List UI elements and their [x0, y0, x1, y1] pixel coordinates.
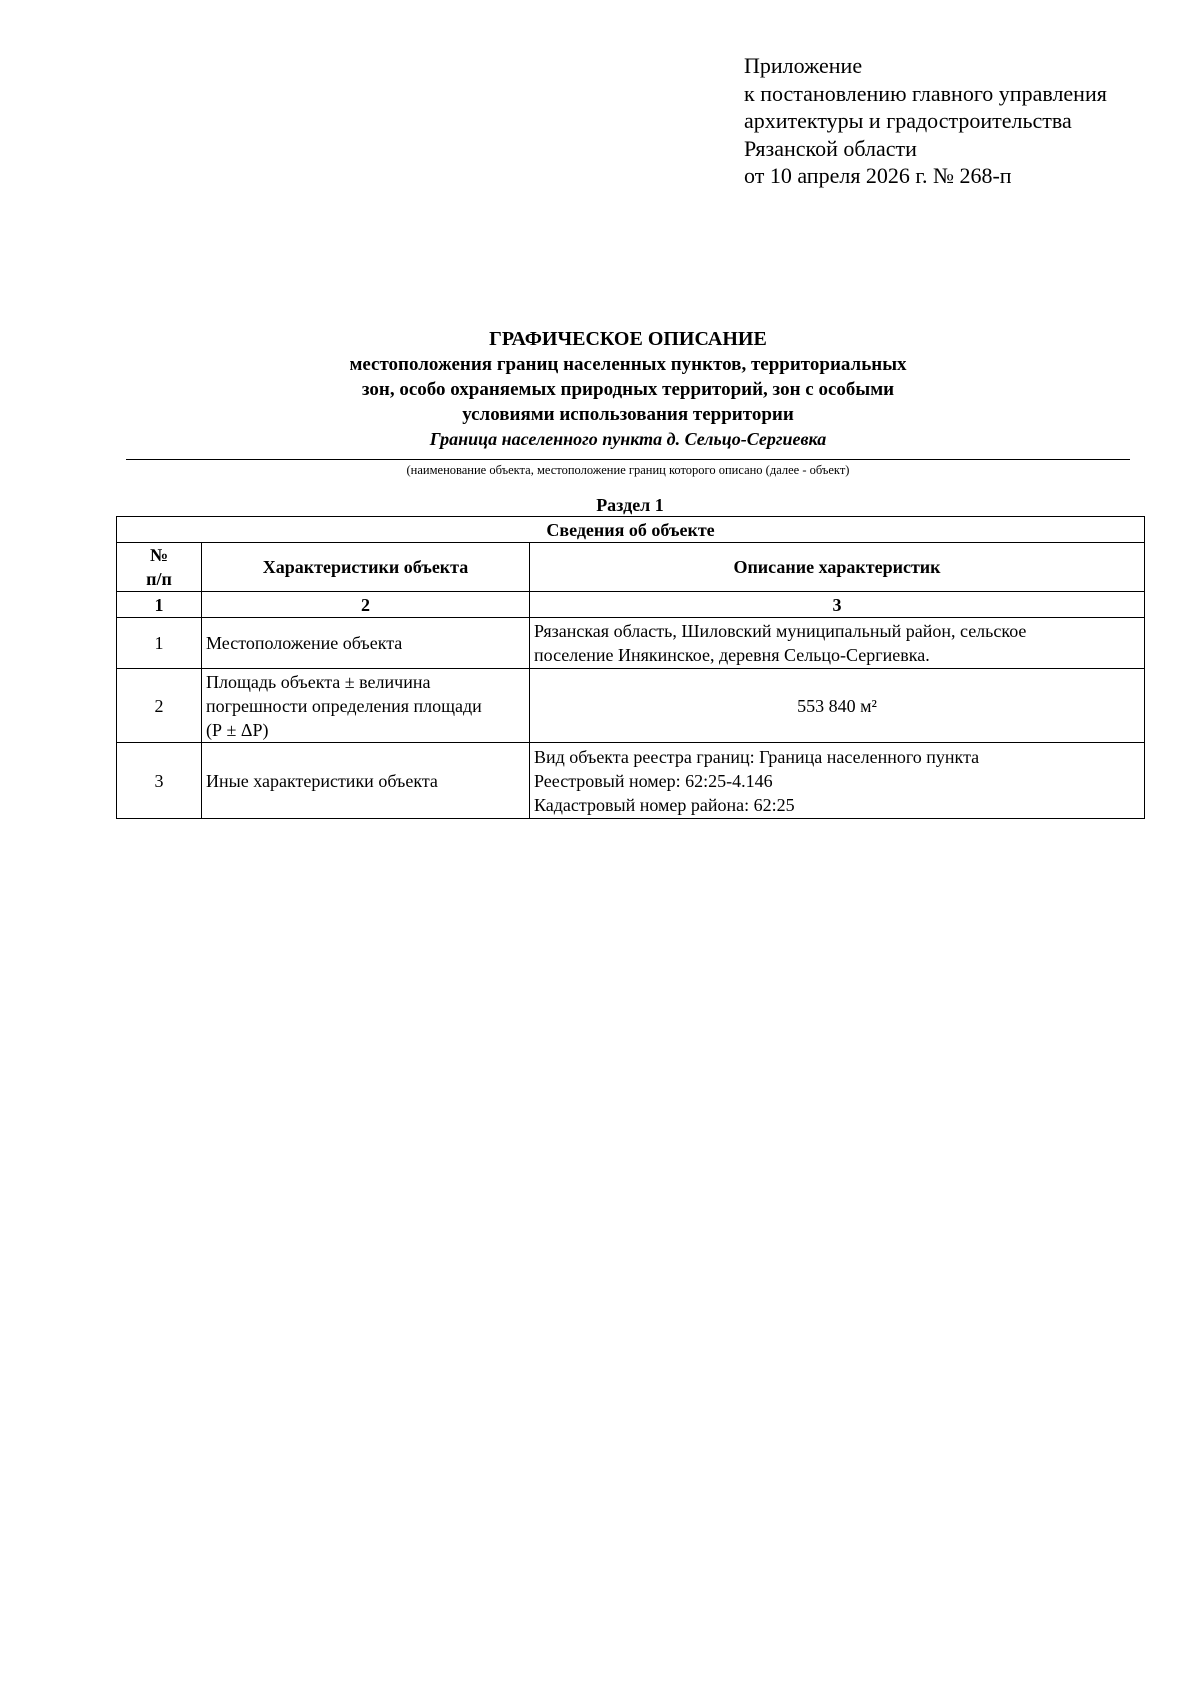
row-description-line: Вид объекта реестра границ: Граница населенного пункта: [534, 746, 980, 767]
appendix-line: к постановлению главного управления: [744, 80, 1107, 106]
document-title-block: [126, 326, 1130, 451]
table-row: [117, 618, 1145, 669]
header-characteristic: Характеристики объекта: [202, 543, 530, 592]
table-row: [117, 669, 1145, 743]
row-description-line: Кадастровый номер района: 62:25: [534, 794, 795, 815]
row-description-line: Реестровый номер: 62:25-4.146: [534, 770, 773, 791]
object-info-table: [116, 516, 1145, 819]
appendix-header: [744, 52, 1107, 190]
section-title: Раздел 1: [596, 495, 664, 515]
table-title-row: [117, 517, 1145, 543]
row-description: [530, 669, 1145, 743]
document-subtitle-line: местоположения границ населенных пунктов, территориальных: [349, 354, 907, 375]
row-characteristic-line: Площадь объекта ± величина: [206, 671, 431, 692]
row-characteristic: [202, 669, 530, 743]
row-number: 3: [117, 743, 202, 819]
row-characteristic-line: Иные характеристики объекта: [206, 770, 438, 791]
object-name-caption: (наименование объекта, местоположение границ которого описано (далее - объект): [406, 463, 850, 477]
object-name-underline: [126, 459, 1130, 460]
row-description-line: Рязанская область, Шиловский муниципальный район, сельское: [534, 621, 1027, 641]
table-row: [117, 743, 1145, 819]
table-title: Сведения об объекте: [117, 517, 1145, 543]
document-subtitle-line: условиями использования территории: [462, 404, 794, 425]
column-number: 2: [202, 592, 530, 618]
object-name: Граница населенного пункта д. Сельцо-Сергиевка: [429, 429, 827, 449]
appendix-date-number: от 10 апреля 2026 г. № 268-п: [744, 163, 1012, 188]
row-characteristic-line: погрешности определения площади: [206, 695, 482, 716]
document-title: ГРАФИЧЕСКОЕ ОПИСАНИЕ: [489, 328, 767, 350]
appendix-line: Приложение: [744, 53, 863, 78]
column-number-row: [117, 592, 1145, 618]
row-number: 1: [117, 618, 202, 669]
column-number: 3: [530, 592, 1145, 618]
header-num-line1: №: [149, 545, 169, 565]
header-description: Описание характеристик: [530, 543, 1145, 592]
row-characteristic: [202, 618, 530, 669]
row-characteristic-line: (Р ± ΔР): [206, 719, 269, 740]
table-header-row: [117, 543, 1145, 592]
document-subtitle-line: зон, особо охраняемых природных территорий, зон с особыми: [361, 379, 895, 400]
header-num: [117, 543, 202, 592]
column-number: 1: [117, 592, 202, 618]
area-value: 553 840 м²: [797, 695, 877, 716]
row-number: 2: [117, 669, 202, 743]
row-description: [530, 618, 1145, 669]
row-description: [530, 743, 1145, 819]
appendix-line: Рязанской области: [744, 135, 917, 161]
row-characteristic: [202, 743, 530, 819]
row-description-line: поселение Инякинское, деревня Сельцо-Сергиевка.: [534, 645, 930, 665]
appendix-line: архитектуры и градостроительства: [744, 108, 1072, 133]
header-num-line2: п/п: [146, 569, 172, 589]
row-characteristic-line: Местоположение объекта: [206, 633, 403, 653]
